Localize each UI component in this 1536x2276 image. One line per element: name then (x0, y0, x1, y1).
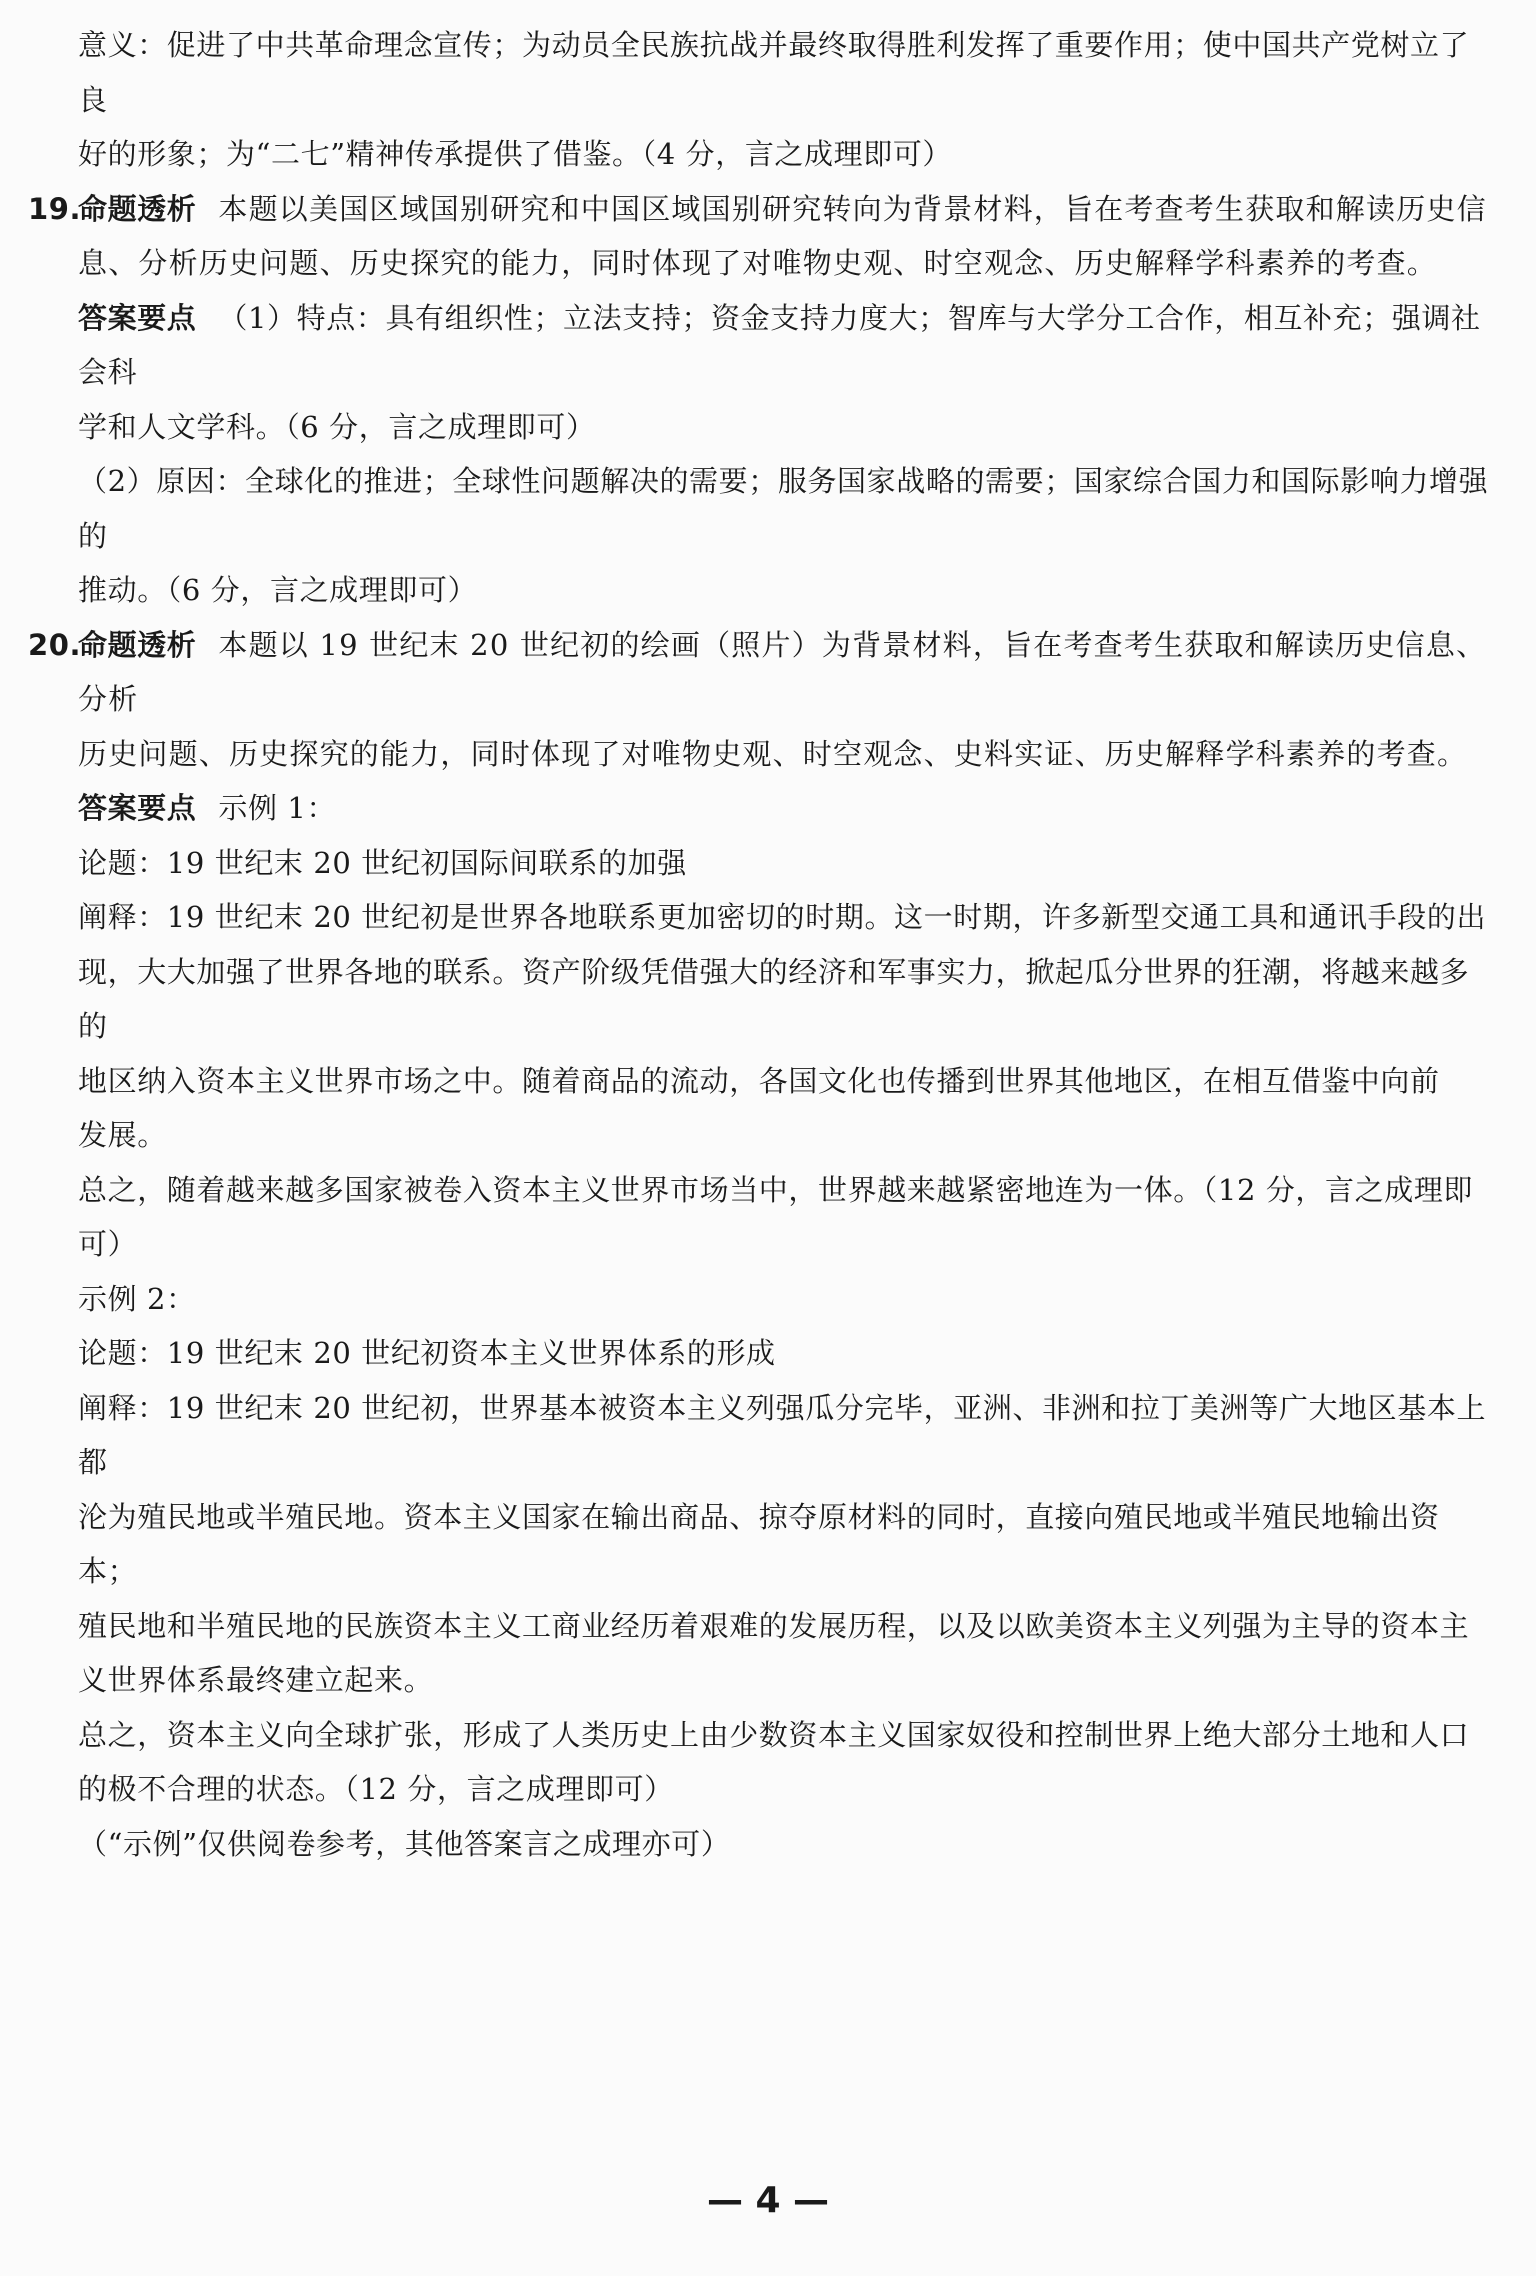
q19-answer-line-2: 学和人文学科。（6 分，言之成理即可） (78, 409, 596, 444)
continuation-line-1: 意义：促进了中共革命理念宣传；为动员全民族抗战并最终取得胜利发挥了重要作用；使中国共产党树立了良 (78, 28, 1470, 117)
q20-analysis-text-1: 本题以 19 世纪末 20 世纪初的绘画（照片）为背景材料，旨在考查考生获取和解读历史信息、分析 (78, 627, 1487, 716)
q20-analysis-line-2: 历史问题、历史探究的能力，同时体现了对唯物史观、时空观念、史料实证、历史解释学科素养的考查。 (78, 736, 1468, 771)
q20-note: （“示例”仅供阅卷参考，其他答案言之成理亦可） (78, 1826, 731, 1861)
q20-number: 20. (28, 627, 82, 662)
page-content (28, 18, 1498, 1871)
q19-analysis-text-1: 本题以美国区域国别研究和中国区域国别研究转向为背景材料，旨在考查考生获取和解读历史信 (218, 191, 1487, 226)
q20-ex1-thesis: 论题：19 世纪末 20 世纪初国际间联系的加强 (78, 845, 687, 880)
q20-analysis-label: 命题透析 (78, 627, 197, 662)
q20-ex1-summary: 总之，随着越来越多国家被卷入资本主义世界市场当中，世界越来越紧密地连为一体。（12 分，言之成理即可） (78, 1172, 1474, 1261)
q20-ex1-expl-2: 现，大大加强了世界各地的联系。资产阶级凭借强大的经济和军事实力，掀起瓜分世界的狂潮，将越来越多的 (78, 954, 1470, 1043)
q19-answer-line-3: （2）原因：全球化的推进；全球性问题解决的需要；服务国家战略的需要；国家综合国力和国际影响力增强的 (78, 464, 1489, 553)
q19-number: 19. (28, 191, 82, 226)
q20-analysis-line-1 (28, 618, 1498, 727)
q20-example2-label: 示例 2： (78, 1281, 196, 1316)
question-19 (28, 182, 1498, 618)
q20-ex2-expl-3: 殖民地和半殖民地的民族资本主义工商业经历着艰难的发展历程，以及以欧美资本主义列强为主导的资本主 (78, 1608, 1470, 1643)
q20-example1-label: 示例 1： (218, 791, 337, 825)
q19-analysis-line-1 (28, 182, 1498, 237)
q20-ex1-expl-1: 阐释：19 世纪末 20 世纪初是世界各地联系更加密切的时期。这一时期，许多新型交通工具和通讯手段的出 (78, 900, 1487, 934)
q20-ex2-expl-2: 沦为殖民地或半殖民地。资本主义国家在输出商品、掠夺原材料的同时，直接向殖民地或半殖民地输出资本； (78, 1499, 1440, 1588)
q20-ex1-expl-3: 地区纳入资本主义世界市场之中。随着商品的流动，各国文化也传播到世界其他地区，在相互借鉴中向前 (78, 1063, 1440, 1098)
q20-answer-label: 答案要点 (78, 791, 197, 825)
q19-answer-line-1 (78, 291, 1498, 400)
q20-ex1-expl-4: 发展。 (78, 1118, 167, 1152)
q20-ex2-expl-4: 义世界体系最终建立起来。 (78, 1663, 434, 1697)
q19-answer-text-1: （1）特点：具有组织性；立法支持；资金支持力度大；智库与大学分工合作，相互补充；强调社会科 (78, 300, 1481, 389)
q20-ex2-expl-1: 阐释：19 世纪末 20 世纪初，世界基本被资本主义列强瓜分完毕，亚洲、非洲和拉丁美洲等广大地区基本上都 (78, 1390, 1487, 1479)
q19-analysis-line-2: 息、分析历史问题、历史探究的能力，同时体现了对唯物史观、时空观念、历史解释学科素养的考查。 (78, 246, 1438, 280)
q19-answer-label: 答案要点 (78, 300, 197, 335)
q20-ex2-thesis: 论题：19 世纪末 20 世纪初资本主义世界体系的形成 (78, 1336, 776, 1370)
continuation-line-2: 好的形象；为“二七”精神传承提供了借鉴。（4 分，言之成理即可） (78, 137, 953, 171)
q19-answer-line-4: 推动。（6 分，言之成理即可） (78, 573, 478, 607)
q20-ex2-summary-2: 的极不合理的状态。（12 分，言之成理即可） (78, 1772, 674, 1806)
q19-analysis-label: 命题透析 (78, 191, 197, 226)
q20-answer-header (78, 781, 1498, 836)
question-20 (28, 618, 1498, 1872)
page-number: — 4 — (706, 2180, 830, 2221)
q20-ex2-summary-1: 总之，资本主义向全球扩张，形成了人类历史上由少数资本主义国家奴役和控制世界上绝大部分土地和人口 (78, 1717, 1470, 1752)
